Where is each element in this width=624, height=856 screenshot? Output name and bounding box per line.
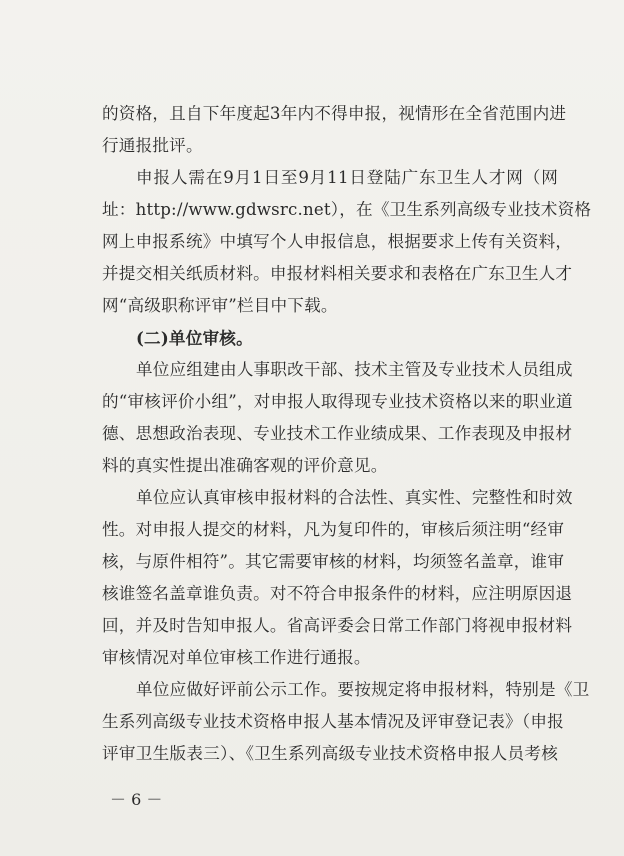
text-line: 的资格，且自下年度起3年内不得申报，视情形在全省范围内进: [102, 104, 567, 123]
text-line: 申报人需在9月1日至9月11日登陆广东卫生人才网（网: [136, 168, 558, 187]
text-line: 料的真实性提出准确客观的评价意见。: [102, 456, 388, 475]
text-line: 回，并及时告知申报人。省高评委会日常工作部门将视申报材料: [102, 616, 573, 635]
text-line: 单位应组建由人事职改干部、技术主管及专业技术人员组成: [136, 360, 573, 379]
text-line: 核谁签名盖章谁负责。对不符合申报条件的材料，应注明原因退: [102, 584, 573, 603]
text-line: 审核情况对单位审核工作进行通报。: [102, 648, 371, 667]
text-line: 网上申报系统》中填写个人申报信息，根据要求上传有关资料，: [102, 232, 573, 251]
text-line: 单位应认真审核申报材料的合法性、真实性、完整性和时效: [136, 488, 573, 507]
text-line: 单位应做好评前公示工作。要按规定将申报材料，特别是《卫: [136, 680, 590, 699]
section-heading: (二)单位审核。: [136, 328, 253, 348]
text-line: 性。对申报人提交的材料，凡为复印件的，审核后须注明“经审: [102, 520, 565, 539]
page-number: － 6 －: [110, 790, 163, 809]
text-line: 址：http://www.gdwsrc.net），在《卫生系列高级专业技术资格: [102, 200, 592, 219]
text-line: 行通报批评。: [102, 136, 203, 155]
text-line: 评审卫生版表三）、《卫生系列高级专业技术资格申报人员考核: [102, 744, 558, 763]
text-line: 网“高级职称评审”栏目中下载。: [102, 296, 338, 315]
text-line: 核，与原件相符”。其它需要审核的材料，均须签名盖章，谁审: [102, 552, 565, 571]
text-line: 并提交相关纸质材料。申报材料相关要求和表格在广东卫生人才: [102, 264, 573, 283]
text-line: 生系列高级专业技术资格申报人基本情况及评审登记表》（申报: [102, 712, 564, 731]
text-line: 德、思想政治表现、专业技术工作业绩成果、工作表现及申报材: [102, 424, 573, 443]
text-line: 的“审核评价小组”，对申报人取得现专业技术资格以来的职业道: [102, 392, 573, 411]
